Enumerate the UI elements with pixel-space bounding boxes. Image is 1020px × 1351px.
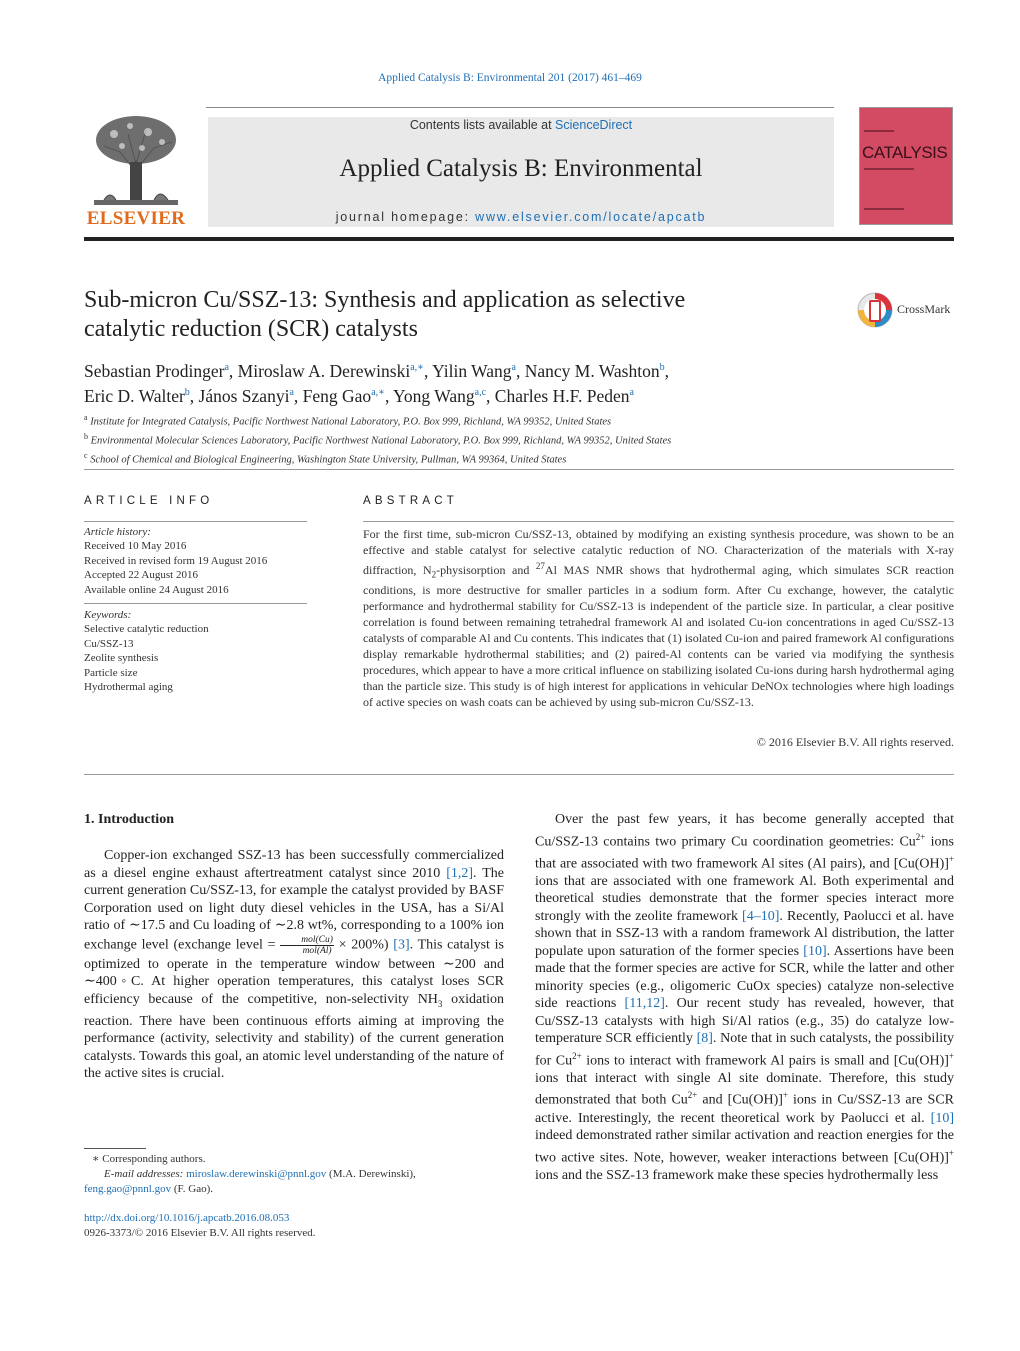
- sciencedirect-link[interactable]: ScienceDirect: [555, 118, 633, 132]
- paragraph: [84, 847, 504, 1083]
- body-text: . The current generation Cu/SSZ-13, for example the catalyst provided by BASF Corporation used on light duty diesel vehicles in the USA, has a Si/Al ratio of ∼17.5 and Cu loading of ∼2.8 wt%, corresponding to a 100% ion exchange level (exchange level =: [84, 865, 504, 953]
- article-title-line: catalytic reduction (SCR) catalysts: [84, 316, 418, 342]
- history-item: Received in revised form 19 August 2016: [84, 554, 268, 567]
- body-text: ions that interact with single Al site dominate. Therefore, this study demonstrated that both Cu: [535, 1070, 954, 1109]
- author-affiliation-marker[interactable]: a,∗: [410, 362, 424, 373]
- elsevier-wordmark: ELSEVIER: [86, 208, 186, 229]
- elsevier-tree-icon: [84, 112, 188, 208]
- section-rule: [84, 774, 954, 775]
- affiliation-marker: b: [84, 432, 88, 441]
- superscript: +: [948, 1147, 954, 1158]
- affiliation-text: School of Chemical and Biological Engineering, Washington State University, Pullman, WA 99364, United States: [87, 454, 567, 466]
- affiliation-marker: c: [84, 451, 88, 460]
- author-affiliation-marker[interactable]: a: [289, 386, 294, 398]
- body-text: . This catalyst is optimized to operate in the temperature window between ∼200 and ∼400◦C. At higher operation temperatures, this catalyst loses SCR efficiency because of the competitive, non-selectivity NH: [84, 937, 504, 1007]
- author-separator: ,: [228, 360, 238, 381]
- citation-link[interactable]: [4–10]: [742, 908, 780, 924]
- right-column-paragraph: [535, 811, 954, 1184]
- body-text: . Assertions have been made that the former species are active for SCR, while the latter and other minority species (e.g., oligomeric CuOx species) catalyze non-selective side reactions: [535, 943, 954, 1012]
- affiliation: [84, 430, 944, 449]
- crossmark-badge[interactable]: [857, 290, 957, 330]
- author-name[interactable]: Charles H.F. Peden: [494, 385, 630, 406]
- abstract-heading: ABSTRACT: [363, 495, 458, 507]
- abstract-copyright: © 2016 Elsevier B.V. All rights reserved.: [756, 735, 954, 749]
- section-rule: [84, 469, 954, 470]
- author-name[interactable]: Nancy M. Washton: [524, 360, 660, 381]
- citation-link[interactable]: [3]: [393, 937, 410, 953]
- crossmark-icon: [857, 290, 893, 330]
- history-item: Accepted 22 August 2016: [84, 569, 198, 582]
- introduction-heading: 1. Introduction: [84, 812, 174, 827]
- contents-line: [208, 118, 834, 132]
- crossmark-label: CrossMark: [897, 302, 951, 316]
- cover-title: CATALYSIS: [862, 143, 948, 162]
- homepage-prefix: journal homepage:: [335, 210, 476, 224]
- journal-cover-thumbnail[interactable]: [859, 107, 953, 225]
- body-text: . Our recent study has revealed, however, that Cu/SSZ-13 catalysts with high Si/Al ratios (e.g., 35) do catalyze low-temperature SCR efficiently: [535, 996, 954, 1047]
- body-text: ions to interact with framework Al pairs is small and [Cu(OH)]: [581, 1053, 949, 1069]
- author-affiliation-marker[interactable]: a,c: [474, 386, 487, 398]
- footnote-rule: [84, 1148, 146, 1149]
- body-text: ions in Cu/SSZ-13 are SCR active. Interestingly, the recent theoretical work by Paolucci et al.: [535, 1093, 954, 1126]
- author-affiliation-marker[interactable]: b: [184, 386, 190, 398]
- keyword-list: [84, 622, 307, 694]
- author-affiliation-marker[interactable]: a,∗: [371, 386, 385, 398]
- article-info-heading: ARTICLE INFO: [84, 495, 214, 507]
- homepage-line: [208, 210, 834, 224]
- body-text: ions and the SSZ-13 framework make these species hydrothermally less: [535, 1167, 939, 1183]
- cover-decoration: [864, 130, 894, 132]
- article-info: [84, 525, 307, 694]
- body-text: ions that are associated with two framework Al sites (Al pairs), and [Cu(OH)]: [535, 834, 955, 872]
- author-separator: ,: [423, 360, 433, 381]
- homepage-link[interactable]: www.elsevier.com/locate/apcatb: [475, 210, 707, 224]
- author-name[interactable]: Sebastian Prodinger: [84, 360, 225, 381]
- email-label: E-mail addresses:: [104, 1168, 187, 1180]
- citation-link[interactable]: [10]: [803, 943, 827, 959]
- keyword-item: Particle size: [84, 666, 138, 679]
- superscript: +: [948, 853, 954, 864]
- email-link[interactable]: feng.gao@pnnl.gov: [84, 1183, 172, 1195]
- issn-line: 0926-3373/© 2016 Elsevier B.V. All rights reserved.: [84, 1227, 316, 1239]
- affiliation-text: Institute for Integrated Catalysis, Pacific Northwest National Laboratory, P.O. Box 999, Richland, WA 99352, United States: [87, 416, 612, 428]
- subscript: 2: [431, 569, 437, 580]
- header-thick-rule: [84, 237, 954, 241]
- body-text: and [Cu(OH)]: [697, 1093, 783, 1109]
- author-separator: ,: [664, 360, 669, 381]
- elsevier-logo[interactable]: [84, 112, 188, 230]
- body-text: indeed demonstrated rather similar activation and reaction energies for the two active sites. Note, however, weaker interactions between [Cu(OH)]: [535, 1128, 954, 1166]
- email-link[interactable]: miroslaw.derewinski@pnnl.gov: [186, 1168, 327, 1180]
- keyword-item: Hydrothermal aging: [84, 681, 173, 694]
- author-name[interactable]: Miroslaw A. Derewinski: [237, 360, 411, 381]
- body-text: oxidation reaction. There have been continuous efforts aiming at improving the performance (activity, selectivity and stability) of the current generation catalysts. Towards this goal, an atomic level understanding of the nature of the active sites is crucial.: [84, 991, 504, 1082]
- abstract-text-part: Al MAS NMR shows that hydrothermal aging, which simulates SCR reaction conditions, is more destructive for smaller particles in a sodium form. After Cu exchange, however, the catalytic performance and hydrothermal stability for Cu/SSZ-13 is independent of the particle size. In particular, a clear positive correlation is found between remaining tetrahedral framework Al and isolated Cu-ion concentrations in aged Cu/SSZ-13 catalysts of comparable Al and Cu contents. This indicates that (1) isolated Cu-ion and paired framework Al configurations display remarkable hydrothermal stabilities; and (2) paired-Al contents can be varied via modifying the synthesis procedures, which appear to have a more critical influence on stabilizing isolated Cu-ions during harsh hydrothermal aging than the particle size. This study is of high interest for applications in vehicular DeNOx technologies where high loadings of active species on wash coats can be achieved by using sub-micron Cu/SSZ-13.: [363, 563, 954, 710]
- keyword-item: Zeolite synthesis: [84, 652, 159, 665]
- author-separator: ,: [486, 385, 495, 406]
- article-title: [84, 286, 804, 344]
- affiliation: [84, 449, 944, 468]
- article-title-line: Sub-micron Cu/SSZ-13: Synthesis and application as selective: [84, 287, 686, 313]
- keywords-label: Keywords:: [84, 609, 132, 622]
- body-text: . Note that in such catalysts, the possibility for Cu: [535, 1031, 954, 1069]
- author-separator: ,: [189, 385, 199, 406]
- affiliation-text: Environmental Molecular Sciences Laboratory, Pacific Northwest National Laboratory, P.O. Box 999, Richland, WA 99352, United States: [88, 435, 672, 447]
- email-line: [84, 1167, 504, 1182]
- section-rule: [84, 521, 307, 522]
- author-name[interactable]: Yilin Wang: [432, 360, 512, 381]
- body-text: × 200%): [333, 937, 394, 953]
- superscript: 2+: [572, 1050, 582, 1061]
- author-affiliation-marker[interactable]: b: [659, 362, 665, 373]
- author-separator: ,: [516, 360, 525, 381]
- email-owner: (M.A. Derewinski),: [326, 1168, 416, 1180]
- superscript: 2+: [687, 1090, 698, 1101]
- citation-link[interactable]: [11,12]: [624, 996, 665, 1012]
- fraction-numerator: mol(Cu): [280, 935, 334, 946]
- body-text: Over the past few years, it has become generally accepted that Cu/SSZ-13 contains two primary Cu coordination geometries: Cu: [535, 812, 954, 850]
- history-item: Received 10 May 2016: [84, 540, 187, 553]
- author-list: [84, 357, 944, 407]
- citation-link[interactable]: [1,2]: [446, 865, 474, 881]
- email-owner: (F. Gao).: [171, 1183, 214, 1195]
- superscript: 2+: [915, 831, 926, 842]
- exchange-level-fraction: [280, 935, 334, 956]
- corresponding-author-footnote: [84, 1152, 504, 1197]
- author-separator: ,: [384, 385, 394, 406]
- superscript: +: [782, 1090, 788, 1101]
- author-name[interactable]: Feng Gao: [302, 385, 372, 406]
- author-affiliation-marker[interactable]: a: [511, 362, 516, 373]
- corresponding-note: ∗ Corresponding authors.: [92, 1153, 206, 1165]
- author-name[interactable]: János Szanyi: [198, 385, 290, 406]
- superscript: +: [948, 1050, 954, 1061]
- section-rule: [363, 521, 954, 522]
- author-name[interactable]: Eric D. Walter: [84, 385, 185, 406]
- journal-reference[interactable]: Applied Catalysis B: Environmental 201 (2017) 461–469: [378, 72, 642, 84]
- citation-link[interactable]: [8]: [696, 1031, 713, 1047]
- abstract-text-part: For the first time, sub-micron Cu/SSZ-13, obtained by modifying an existing synthesis procedure, was shown to be an effective and stable catalyst for selective catalytic reduction of NO. Characterization of the materials with X-ray diffraction, N: [363, 527, 954, 577]
- history-list: [84, 539, 307, 597]
- affiliation: [84, 411, 944, 430]
- affiliation-list: [84, 411, 944, 468]
- cover-decoration: [864, 168, 914, 170]
- keyword-item: Cu/SSZ-13: [84, 637, 134, 650]
- subscript: 3: [437, 998, 443, 1009]
- cover-decoration: [864, 208, 904, 210]
- body-text: ions that are associated with one framework Al. Both experimental and theoretical studies demonstrate that the former species interact more strongly with the zeolite framework: [535, 873, 954, 924]
- doi-block: [84, 1211, 504, 1241]
- paragraph: [535, 811, 954, 1184]
- email-line: [84, 1182, 504, 1197]
- journal-title: Applied Catalysis B: Environmental: [339, 155, 703, 182]
- body-text: . Recently, Paolucci et al. have shown that in SSZ-13 with a random framework Al distribution, the latter populate upon saturation of the former species: [535, 908, 954, 959]
- abstract-text: [363, 526, 954, 710]
- superscript: 27: [535, 561, 545, 571]
- author-separator: ,: [293, 385, 303, 406]
- author-affiliation-marker[interactable]: a: [224, 362, 229, 373]
- author-affiliation-marker[interactable]: a: [629, 386, 634, 398]
- journal-banner: [208, 117, 834, 227]
- doi-link[interactable]: http://dx.doi.org/10.1016/j.apcatb.2016.08.053: [84, 1212, 290, 1224]
- affiliation-marker: a: [84, 413, 88, 422]
- fraction-denominator: mol(Al): [302, 945, 332, 956]
- contents-prefix: Contents lists available at: [409, 118, 556, 132]
- section-rule: [84, 603, 307, 604]
- keyword-item: Selective catalytic reduction: [84, 623, 209, 636]
- header-top-rule: [206, 107, 834, 108]
- citation-link[interactable]: [10]: [930, 1110, 954, 1126]
- body-text: Copper-ion exchanged SSZ-13 has been successfully commercialized as a diesel engine exhaust aftertreatment catalyst since 2010: [84, 848, 504, 881]
- history-item: Available online 24 August 2016: [84, 583, 229, 596]
- author-name[interactable]: Yong Wang: [393, 385, 475, 406]
- introduction-paragraph: [84, 847, 504, 1083]
- abstract-text-part: -physisorption and: [436, 563, 536, 577]
- history-label: Article history:: [84, 526, 151, 538]
